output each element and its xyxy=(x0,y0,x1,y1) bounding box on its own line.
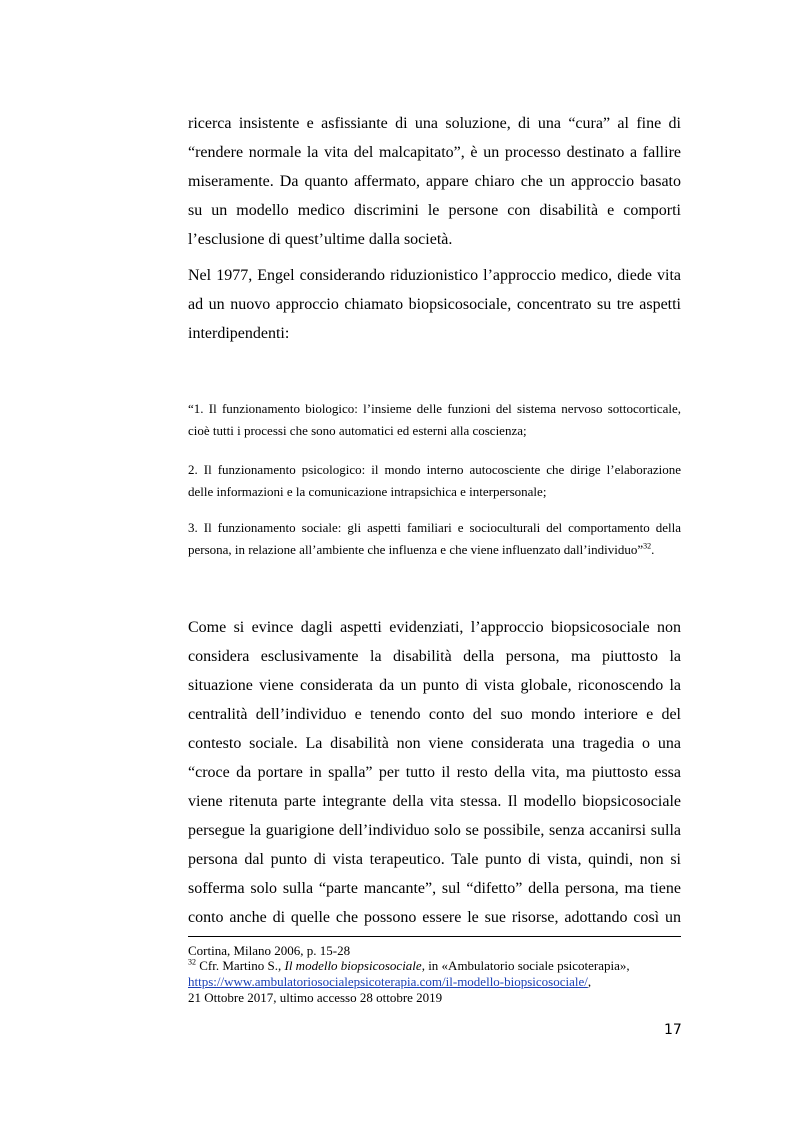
text-line: “1. Il funzionamento biologico: l’insieme delle funzioni del sistema nervoso sottocorticale, xyxy=(188,401,681,416)
quote-end: . xyxy=(651,542,655,557)
text-line xyxy=(188,539,681,561)
footnote-32-date-text: 21 Ottobre 2017, ultimo accesso 28 ottobre 2019 xyxy=(188,990,443,1005)
footnote-continuation-text: Cortina, Milano 2006, p. 15-28 xyxy=(188,943,351,958)
text-line: contesto sociale. La disabilità non viene considerata una tragedia o una xyxy=(188,735,681,752)
text-line: “rendere normale la vita del malcapitato”, è un processo destinato a fallire xyxy=(188,144,681,161)
text-line: sofferma solo sulla “parte mancante”, sul “difetto” della persona, ma tiene xyxy=(188,880,681,897)
text-line: Nel 1977, Engel considerando riduzionistico l’approccio medico, diede vita xyxy=(188,267,681,284)
footnote-32-title: Il modello biopsicosociale xyxy=(284,958,422,973)
paragraph-3 xyxy=(188,613,681,932)
footnote-32-post: , in «Ambulatorio sociale psicoterapia», xyxy=(421,958,630,973)
text-line: centralità dell’individuo e tenendo conto del suo mondo interiore e del xyxy=(188,706,681,723)
text-line: ad un nuovo approccio chiamato biopsicosociale, concentrato su tre aspetti xyxy=(188,296,681,313)
text-line: Come si evince dagli aspetti evidenziati, l’approccio biopsicosociale non xyxy=(188,619,681,636)
text-line: miseramente. Da quanto affermato, appare chiaro che un approccio basato xyxy=(188,173,681,190)
quote-item-2 xyxy=(188,459,681,503)
footnote-32-link[interactable]: https://www.ambulatoriosocialepsicoterapia.com/il-modello-biopsicosociale/ xyxy=(188,974,588,989)
text-line: viene ritenuta parte integrante della vita stessa. Il modello biopsicosociale xyxy=(188,793,681,810)
footnote-32-link-end: , xyxy=(587,974,592,989)
text-line: su un modello medico discrimini le persone con disabilità e comporti xyxy=(188,202,681,219)
paragraph-1 xyxy=(188,109,681,254)
page-number: 17 xyxy=(664,1022,682,1038)
footnote-32-date xyxy=(188,990,681,1006)
text-line: 3. Il funzionamento sociale: gli aspetti familiari e socioculturali del comportamento della xyxy=(188,520,681,535)
text-line: persegue la guarigione dell’individuo solo se possibile, senza accanirsi sulla xyxy=(188,822,681,839)
paragraph-2 xyxy=(188,261,681,348)
text-line: “croce da portare in spalla” per tutto il resto della vita, ma piuttosto essa xyxy=(188,764,681,781)
footnote-32-pre: Cfr. Martino S., xyxy=(196,958,285,973)
quote-item-1 xyxy=(188,398,681,442)
text-line: l’esclusione di quest’ultime dalla società. xyxy=(188,231,453,248)
text-line: ricerca insistente e asfissiante di una soluzione, di una “cura” al fine di xyxy=(188,115,681,132)
text-line: persona dal punto di vista terapeutico. Tale punto di vista, quindi, non si xyxy=(188,851,681,868)
text-line: situazione viene considerata da un punto di vista globale, riconoscendo la xyxy=(188,677,681,694)
footnote-32-number: 32 xyxy=(188,957,196,967)
quote-last-line: persona, in relazione all’ambiente che influenza e che viene influenzato dall’individuo” xyxy=(188,542,644,557)
footnote-32-link-line xyxy=(188,974,681,990)
text-line: considera esclusivamente la disabilità della persona, ma piuttosto la xyxy=(188,648,681,665)
footnote-ref-32[interactable]: 32 xyxy=(643,541,652,551)
text-line: cioè tutti i processi che sono automatici ed esterni alla coscienza; xyxy=(188,423,527,438)
footnote-32 xyxy=(188,958,681,974)
quote-item-3 xyxy=(188,517,681,561)
text-line: conto anche di quelle che possono essere le sue risorse, adottando così un xyxy=(188,909,681,926)
text-line: delle informazioni e la comunicazione intrapsichica e interpersonale; xyxy=(188,484,547,499)
text-line: 2. Il funzionamento psicologico: il mondo interno autocosciente che dirige l’elaborazione xyxy=(188,462,681,477)
footnote-divider xyxy=(188,936,681,937)
footnote-continuation xyxy=(188,943,681,959)
text-line: interdipendenti: xyxy=(188,325,290,342)
